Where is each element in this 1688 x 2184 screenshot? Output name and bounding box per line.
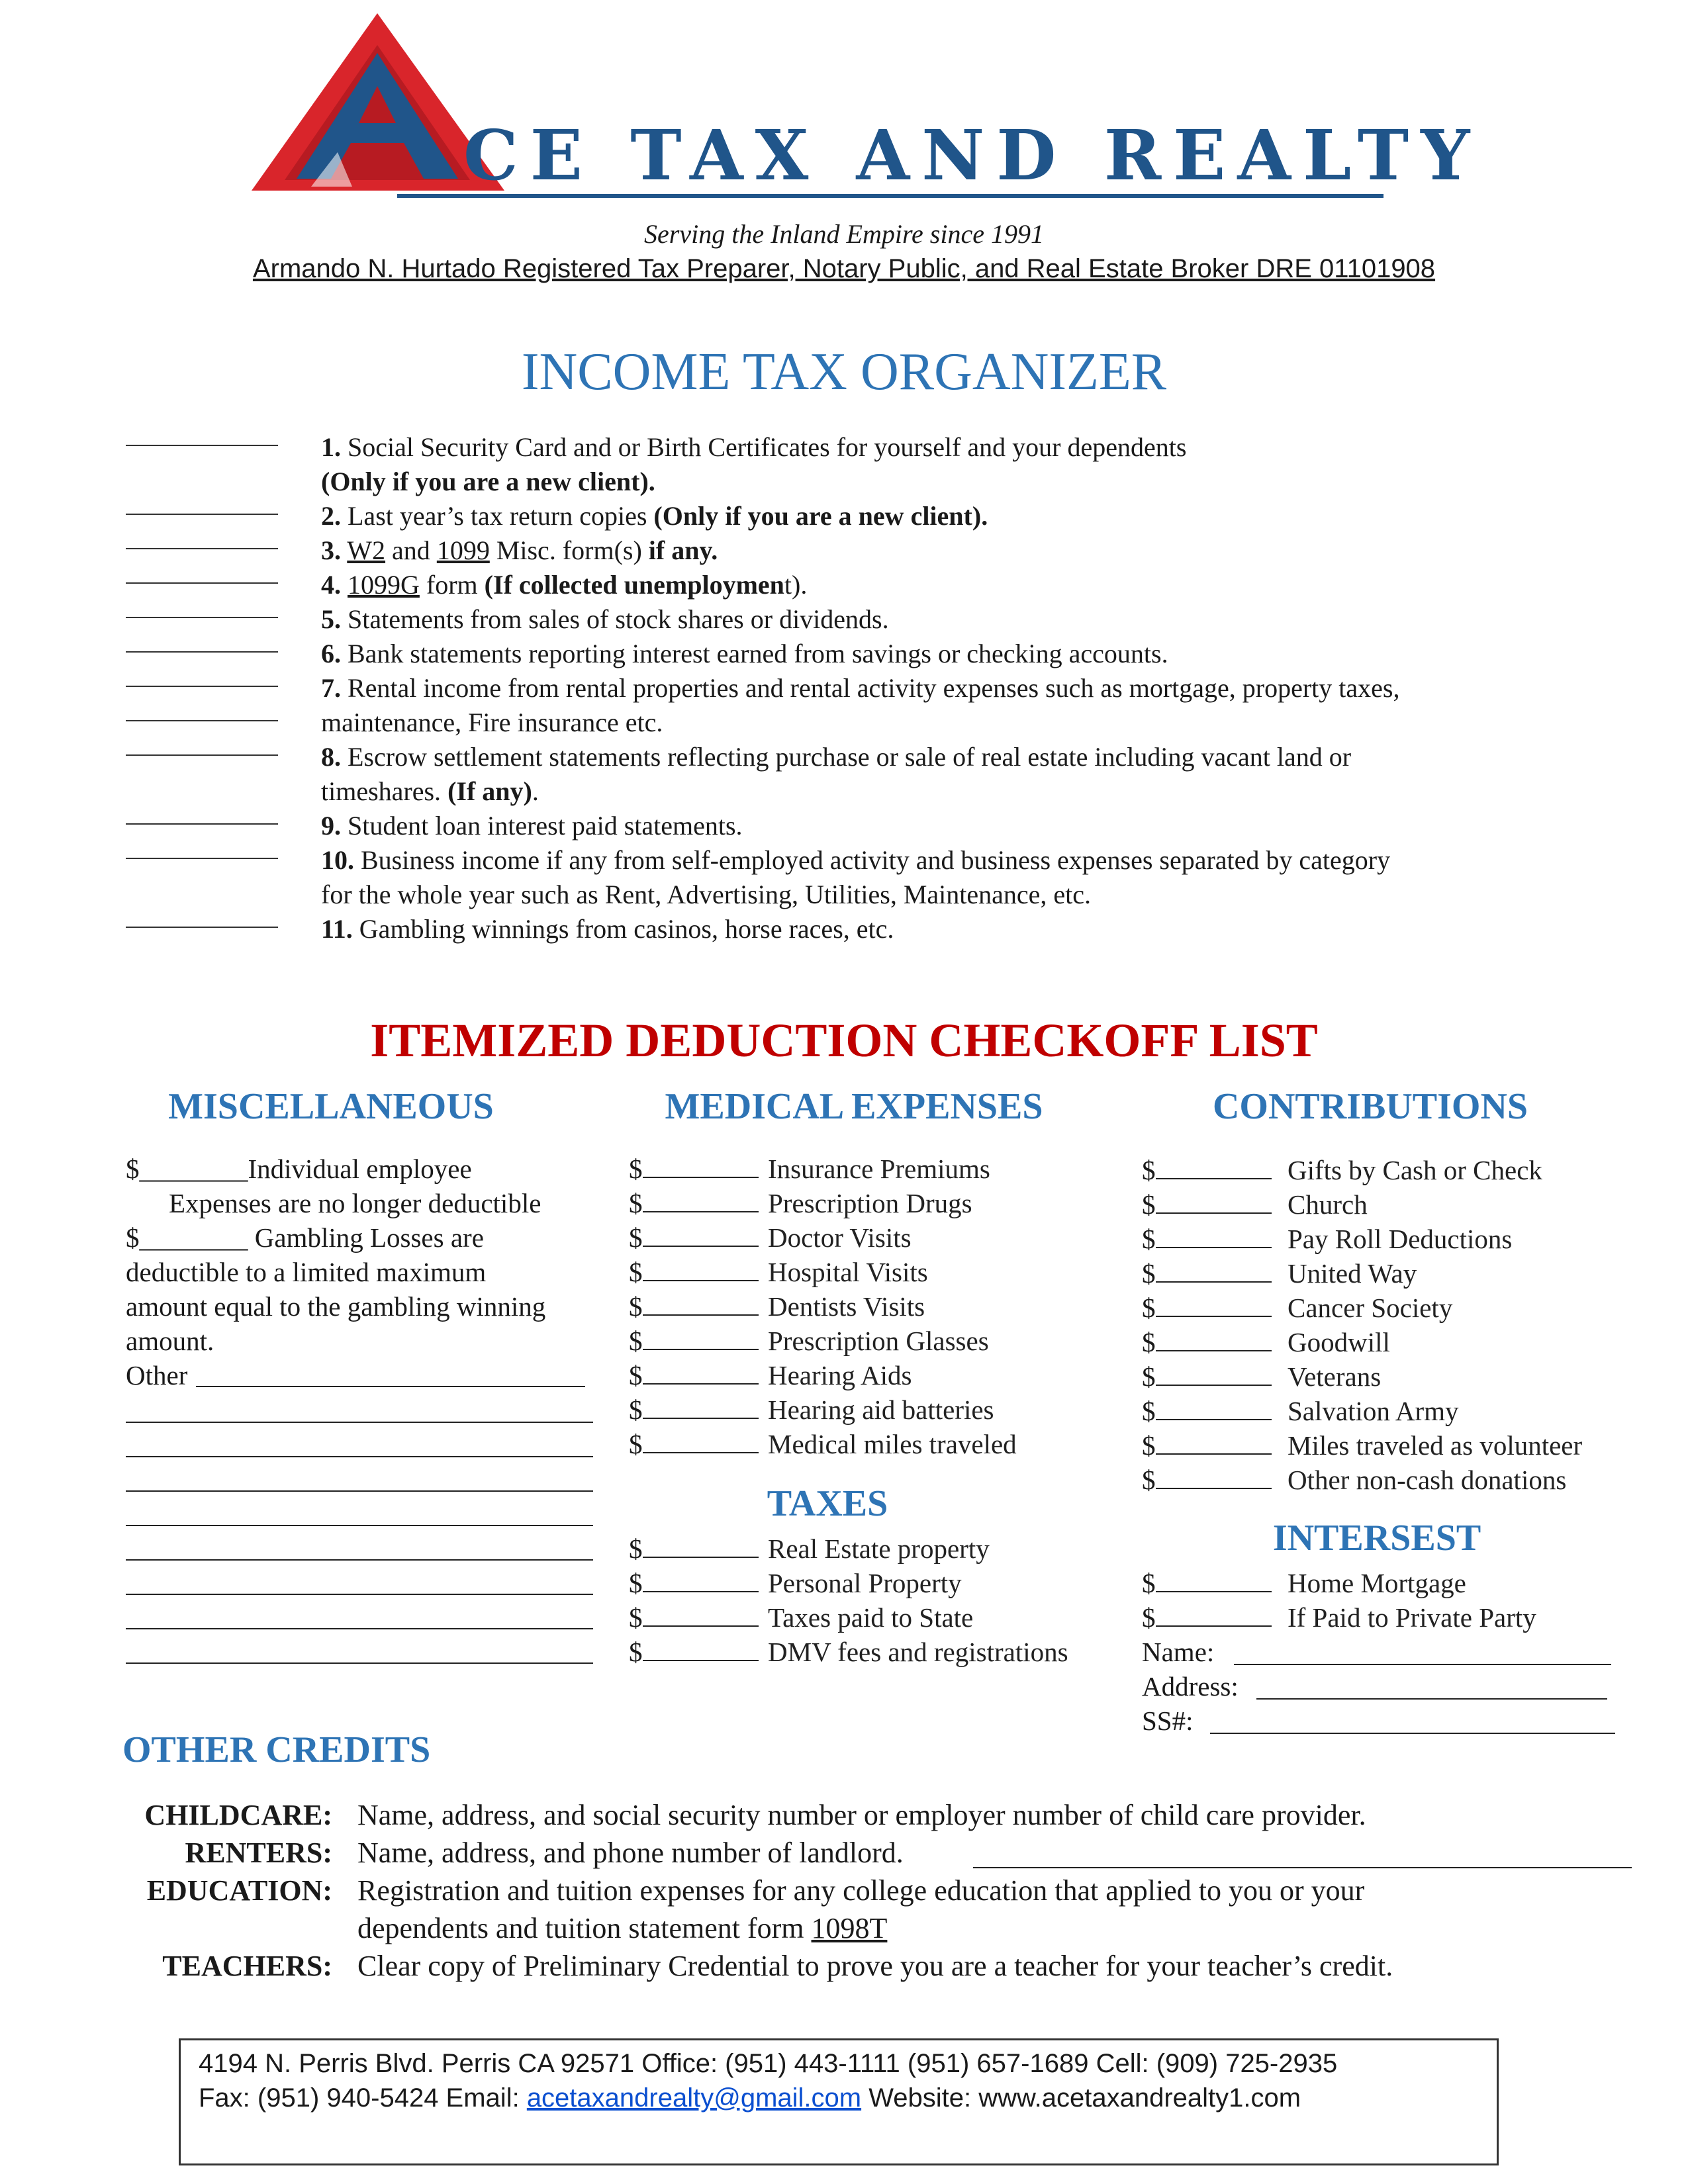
medical-row[interactable]: $ Prescription Glasses: [629, 1324, 759, 1358]
contributions-heading: CONTRIBUTIONS: [1212, 1086, 1528, 1127]
checklist-item-3: 3. W2 and 1099 Misc. form(s) if any.: [321, 535, 718, 565]
interest-ss-label: SS#:: [1142, 1706, 1194, 1736]
contribution-row[interactable]: $ Veterans: [1142, 1359, 1272, 1394]
checklist-item-9: 9. Student loan interest paid statements.: [321, 811, 743, 841]
tagline: Serving the Inland Empire since 1991: [644, 219, 1044, 249]
contribution-row[interactable]: $ United Way: [1142, 1256, 1272, 1291]
interest-row[interactable]: $ Home Mortgage: [1142, 1566, 1272, 1600]
medical-row[interactable]: $ Hearing Aids: [629, 1358, 759, 1392]
interest-address-label: Address:: [1142, 1671, 1239, 1702]
interest-heading: INTERSEST: [1272, 1518, 1481, 1559]
misc-blank-line[interactable]: [126, 1559, 593, 1561]
medical-row[interactable]: $ Prescription Drugs: [629, 1186, 759, 1220]
check-blank-7[interactable]: [126, 686, 278, 687]
renters-text: Name, address, and phone number of landlord.: [357, 1837, 904, 1869]
medical-row[interactable]: $ Medical miles traveled: [629, 1427, 759, 1461]
renters-line[interactable]: [973, 1867, 1632, 1868]
medical-row[interactable]: $ Insurance Premiums: [629, 1152, 759, 1186]
medical-row[interactable]: $ Doctor Visits: [629, 1220, 759, 1255]
checklist-item-2: 2. Last year’s tax return copies (Only if you are a new client).: [321, 501, 988, 531]
check-blank-5[interactable]: [126, 617, 278, 618]
misc-line-2: Expenses are no longer deductible: [169, 1188, 541, 1218]
misc-line-1: $________Individual employee: [126, 1154, 472, 1184]
check-blank-10[interactable]: [126, 858, 278, 859]
contribution-row[interactable]: $ Pay Roll Deductions: [1142, 1222, 1272, 1256]
misc-blank-line[interactable]: [126, 1662, 593, 1664]
misc-blank-line[interactable]: [126, 1422, 593, 1423]
checklist-item-8-cont: timeshares. (If any).: [321, 776, 539, 806]
checklist-item-5: 5. Statements from sales of stock shares or dividends.: [321, 604, 889, 634]
misc-line-5: amount equal to the gambling winning: [126, 1291, 546, 1322]
childcare-text: Name, address, and social security number or employer number of child care provider.: [357, 1799, 1366, 1831]
misc-heading: MISCELLANEOUS: [168, 1086, 494, 1127]
misc-blank-line[interactable]: [126, 1490, 593, 1492]
contribution-row[interactable]: $ Gifts by Cash or Check: [1142, 1153, 1272, 1187]
contribution-row[interactable]: $ Church: [1142, 1187, 1272, 1222]
check-blank-11[interactable]: [126, 927, 278, 928]
footer-address-line: 4194 N. Perris Blvd. Perris CA 92571 Office: (951) 443-1111 (951) 657-1689 Cell: (909) 725-2935: [199, 2049, 1338, 2078]
email-link[interactable]: acetaxandrealty@gmail.com: [526, 2083, 862, 2113]
medical-row[interactable]: $ Hearing aid batteries: [629, 1392, 759, 1427]
medical-row[interactable]: $ Dentists Visits: [629, 1289, 759, 1324]
teachers-label: TEACHERS:: [162, 1950, 332, 1982]
taxes-row[interactable]: $ Real Estate property: [629, 1531, 759, 1566]
page-title: INCOME TAX ORGANIZER: [521, 343, 1167, 401]
other-credits-heading: OTHER CREDITS: [122, 1729, 431, 1770]
checklist-item-7: 7. Rental income from rental properties and rental activity expenses such as mortgage, property taxes,: [321, 673, 1400, 703]
contribution-row[interactable]: $ Miles traveled as volunteer: [1142, 1428, 1272, 1463]
misc-other-label: Other: [126, 1360, 188, 1390]
check-blank-9[interactable]: [126, 823, 278, 825]
check-blank-2[interactable]: [126, 514, 278, 515]
interest-ss-field[interactable]: [1210, 1733, 1615, 1734]
misc-blank-line[interactable]: [126, 1594, 593, 1595]
contribution-row[interactable]: $ Goodwill: [1142, 1325, 1272, 1359]
checklist-item-1-note: (Only if you are a new client).: [321, 467, 655, 496]
checklist-item-11: 11. Gambling winnings from casinos, horse races, etc.: [321, 914, 894, 944]
education-text-cont: dependents and tuition statement form 1098T: [357, 1912, 888, 1944]
checklist-item-1: 1. Social Security Card and or Birth Certificates for yourself and your dependents: [321, 432, 1187, 462]
checklist-item-7-cont: maintenance, Fire insurance etc.: [321, 707, 663, 737]
interest-name-label: Name:: [1142, 1637, 1215, 1667]
misc-line-6: amount.: [126, 1326, 214, 1356]
misc-blank-line[interactable]: [126, 1525, 593, 1526]
medical-heading: MEDICAL EXPENSES: [665, 1086, 1043, 1127]
education-label: EDUCATION:: [146, 1874, 332, 1907]
interest-address-field[interactable]: [1256, 1698, 1607, 1700]
misc-line-4: deductible to a limited maximum: [126, 1257, 487, 1287]
renters-label: RENTERS:: [185, 1837, 332, 1869]
checklist-item-6: 6. Bank statements reporting interest earned from savings or checking accounts.: [321, 639, 1168, 668]
interest-row[interactable]: $ If Paid to Private Party: [1142, 1600, 1272, 1635]
misc-line-3: $________ Gambling Losses are: [126, 1222, 484, 1253]
checklist-item-10: 10. Business income if any from self-employed activity and business expenses separated by category: [321, 845, 1391, 875]
check-blank-7b[interactable]: [126, 720, 278, 721]
medical-row[interactable]: $ Hospital Visits: [629, 1255, 759, 1289]
check-blank-6[interactable]: [126, 651, 278, 653]
misc-blank-line[interactable]: [126, 1628, 593, 1629]
credentials-line: Armando N. Hurtado Registered Tax Preparer, Notary Public, and Real Estate Broker DRE 01101908: [252, 254, 1436, 283]
checklist-item-8: 8. Escrow settlement statements reflecting purchase or sale of real estate including vacant land or: [321, 742, 1352, 772]
check-blank-3[interactable]: [126, 548, 278, 549]
interest-name-field[interactable]: [1234, 1664, 1611, 1665]
contribution-row[interactable]: $ Salvation Army: [1142, 1394, 1272, 1428]
teachers-text: Clear copy of Preliminary Credential to prove you are a teacher for your teacher’s credit.: [357, 1950, 1393, 1982]
check-blank-1[interactable]: [126, 445, 278, 446]
childcare-label: CHILDCARE:: [144, 1799, 332, 1831]
itemized-deduction-title: ITEMIZED DEDUCTION CHECKOFF LIST: [370, 1014, 1318, 1067]
contribution-row[interactable]: $ Other non-cash donations: [1142, 1463, 1272, 1497]
brand-name: CE TAX AND REALTY: [463, 114, 1482, 196]
taxes-row[interactable]: $ Personal Property: [629, 1566, 759, 1600]
taxes-heading: TAXES: [767, 1483, 888, 1524]
education-text: Registration and tuition expenses for any college education that applied to you or your: [357, 1874, 1365, 1907]
checklist-item-4: 4. 1099G form (If collected unemployment).: [321, 570, 808, 600]
misc-other-line[interactable]: [196, 1386, 585, 1387]
check-blank-8[interactable]: [126, 754, 278, 756]
taxes-row[interactable]: $ Taxes paid to State: [629, 1600, 759, 1635]
footer-contact-line: Fax: (951) 940-5424 Email: acetaxandrealty@gmail.com Website: www.acetaxandrealty1.com: [199, 2083, 1301, 2113]
taxes-row[interactable]: $ DMV fees and registrations: [629, 1635, 759, 1669]
check-blank-4[interactable]: [126, 582, 278, 584]
checklist-item-10-cont: for the whole year such as Rent, Advertising, Utilities, Maintenance, etc.: [321, 880, 1092, 909]
misc-blank-line[interactable]: [126, 1456, 593, 1457]
contribution-row[interactable]: $ Cancer Society: [1142, 1291, 1272, 1325]
